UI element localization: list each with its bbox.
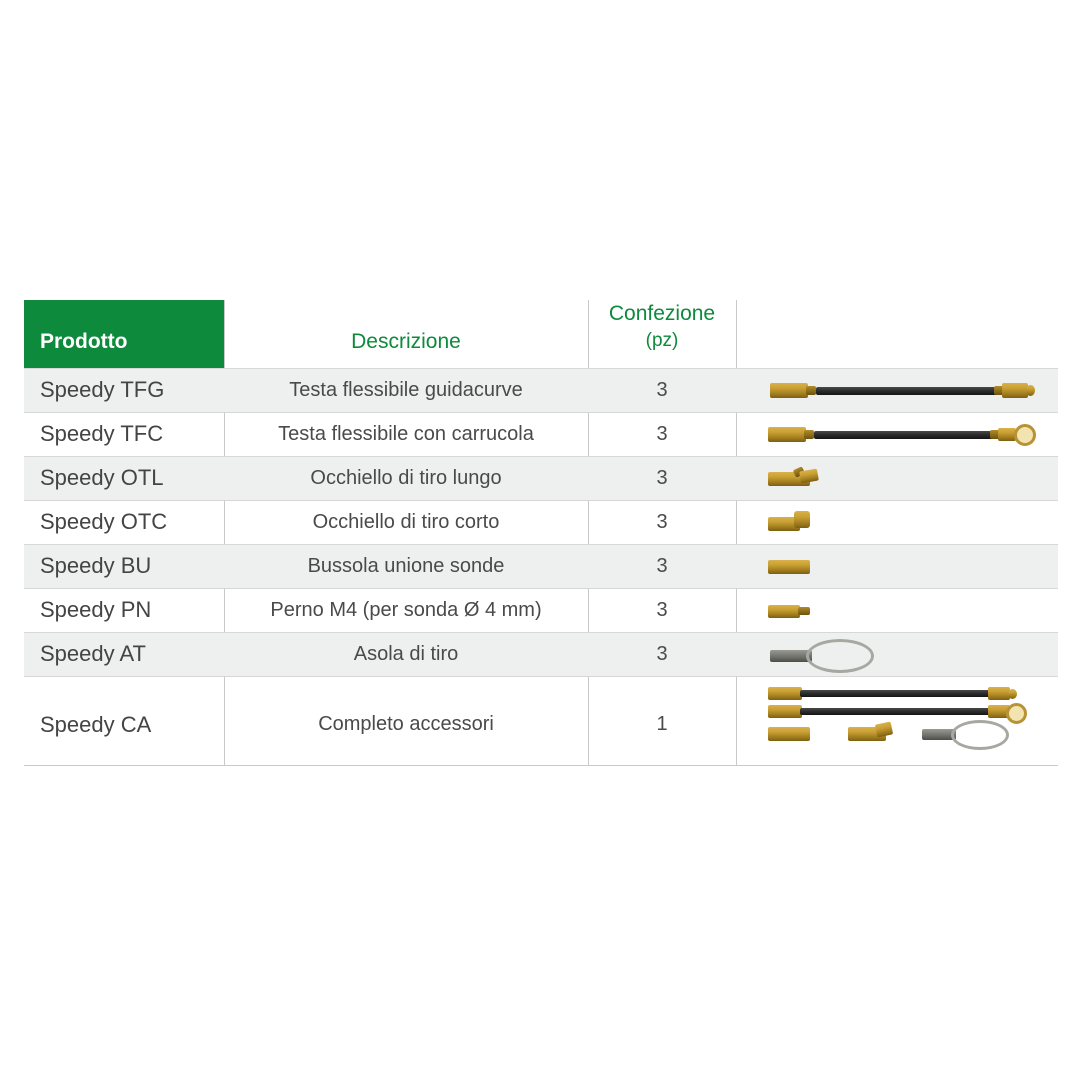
- cell-description: Testa flessibile guidacurve: [224, 368, 588, 412]
- cell-product: Speedy TFC: [24, 412, 224, 456]
- cell-image: [736, 588, 1058, 632]
- cell-description: Occhiello di tiro lungo: [224, 456, 588, 500]
- cell-package: 3: [588, 544, 736, 588]
- cell-product: Speedy OTC: [24, 500, 224, 544]
- cell-package: 3: [588, 588, 736, 632]
- column-header-package-label: Confezione: [608, 302, 716, 325]
- cell-package: 3: [588, 632, 736, 676]
- product-table: [24, 300, 1058, 773]
- table-row: [24, 632, 1058, 676]
- cell-description: Asola di tiro: [224, 632, 588, 676]
- pulling-loop-icon: [736, 633, 1058, 676]
- table-row: [24, 588, 1058, 632]
- cell-package: 3: [588, 500, 736, 544]
- table-header: [24, 300, 1058, 368]
- table-row: [24, 544, 1058, 588]
- cell-package: 3: [588, 368, 736, 412]
- cell-description: Occhiello di tiro corto: [224, 500, 588, 544]
- cell-image: [736, 676, 1058, 773]
- column-header-image: [736, 300, 1058, 368]
- table-row: [24, 676, 1058, 773]
- column-header-package: [588, 300, 736, 368]
- cell-image: [736, 544, 1058, 588]
- cell-product: Speedy CA: [24, 676, 224, 773]
- cell-product: Speedy BU: [24, 544, 224, 588]
- cell-product: Speedy OTL: [24, 456, 224, 500]
- short-pulling-eyelet-icon: [736, 501, 1058, 544]
- column-header-product: Prodotto: [24, 300, 224, 368]
- table-row: [24, 456, 1058, 500]
- m4-pin-icon: [736, 589, 1058, 632]
- flexible-head-pulley-cable-icon: [736, 413, 1058, 456]
- joining-bush-icon: [736, 545, 1058, 588]
- cell-description: Completo accessori: [224, 676, 588, 773]
- cell-package: 1: [588, 676, 736, 773]
- cell-product: Speedy AT: [24, 632, 224, 676]
- cell-image: [736, 632, 1058, 676]
- table-row: [24, 500, 1058, 544]
- accessory-kit-icon: [736, 677, 1058, 773]
- cell-description: Bussola unione sonde: [224, 544, 588, 588]
- column-header-description: Descrizione: [351, 329, 461, 353]
- cell-image: [736, 500, 1058, 544]
- flexible-head-guide-cable-icon: [736, 369, 1058, 412]
- table-row: [24, 368, 1058, 412]
- cell-package: 3: [588, 456, 736, 500]
- table-body: [24, 368, 1058, 773]
- cell-description: Perno M4 (per sonda Ø 4 mm): [224, 588, 588, 632]
- table-row: [24, 412, 1058, 456]
- column-header-package-sublabel: (pz): [645, 330, 679, 352]
- cell-description: Testa flessibile con carrucola: [224, 412, 588, 456]
- cell-image: [736, 456, 1058, 500]
- cell-package: 3: [588, 412, 736, 456]
- cell-image: [736, 368, 1058, 412]
- cell-product: Speedy TFG: [24, 368, 224, 412]
- cell-image: [736, 412, 1058, 456]
- long-pulling-eyelet-icon: [736, 457, 1058, 500]
- cell-product: Speedy PN: [24, 588, 224, 632]
